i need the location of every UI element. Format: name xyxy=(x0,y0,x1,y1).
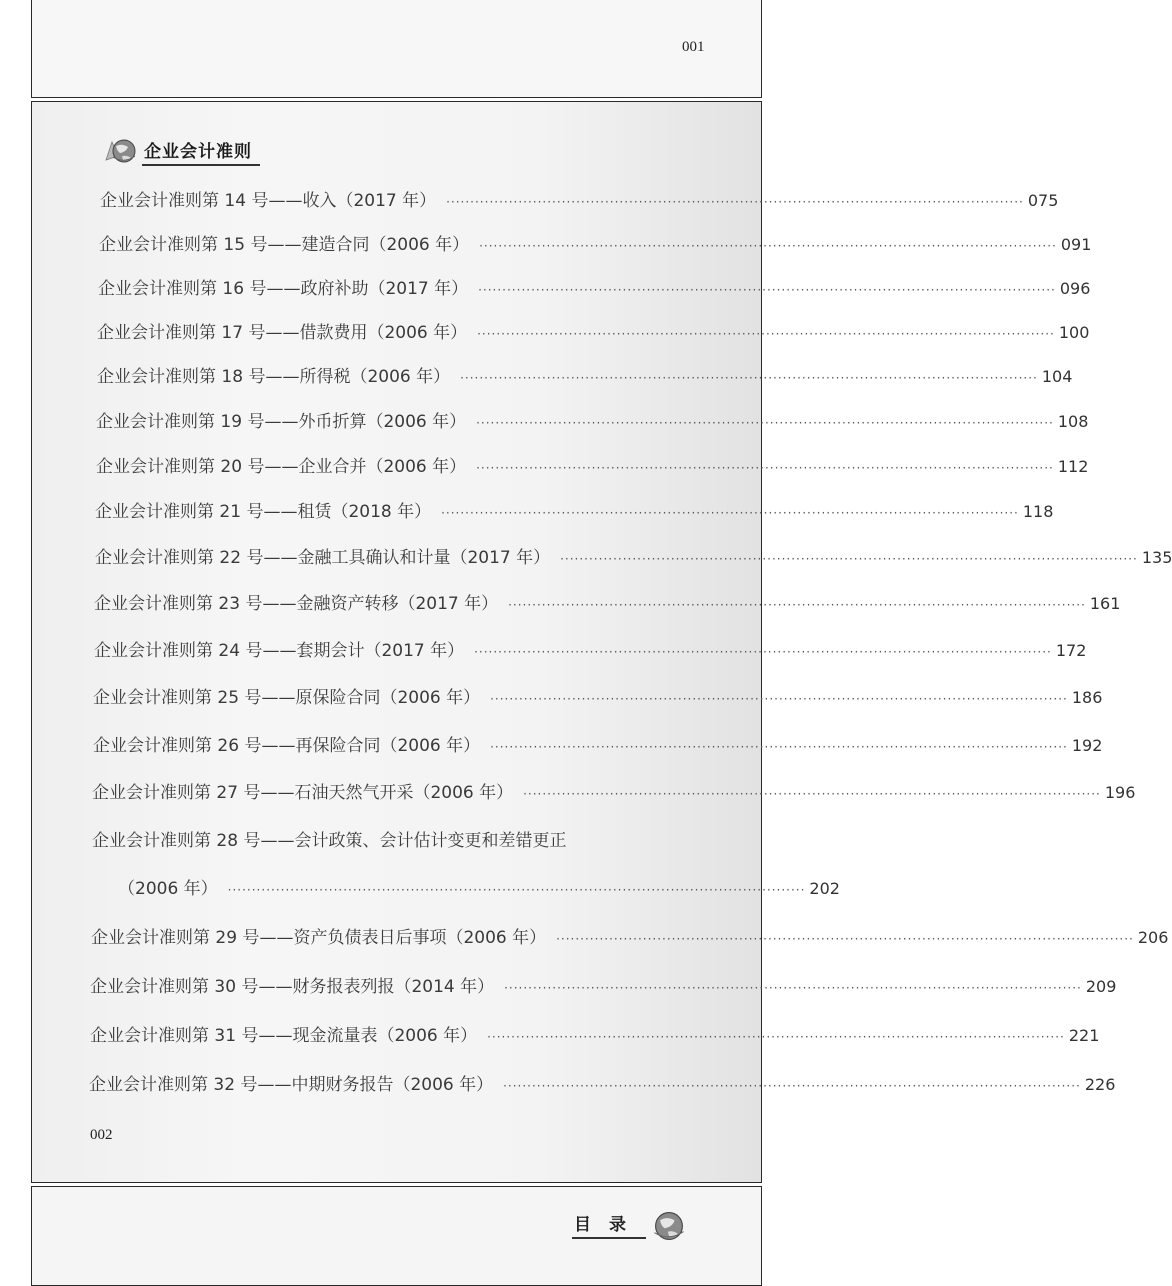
toc-entry-title: 企业会计准则第 21 号——租赁（2018 年） xyxy=(95,502,432,522)
toc-entry-page: 135 xyxy=(1141,548,1172,567)
toc-entry xyxy=(118,874,840,899)
toc-entry-page: 104 xyxy=(1041,367,1073,386)
toc-entry-page: 209 xyxy=(1085,977,1117,996)
toc-leader-dots: ························································································································ xyxy=(487,1030,1065,1044)
toc-leader-dots: ························································································································ xyxy=(560,552,1138,566)
toc-entry xyxy=(100,186,1059,211)
toc-leader-dots: ························································································································ xyxy=(460,371,1038,385)
mulu-header xyxy=(572,1209,684,1239)
toc-entry xyxy=(94,636,1087,661)
toc-leader-dots: ························································································································ xyxy=(476,416,1054,430)
toc-entry-page: 172 xyxy=(1055,641,1087,660)
toc-entry xyxy=(95,543,1172,568)
toc-entry-title: 企业会计准则第 25 号——原保险合同（2006 年） xyxy=(93,688,481,708)
toc-entry-title: 企业会计准则第 29 号——资产负债表日后事项（2006 年） xyxy=(91,928,547,948)
toc-entry-title: （2006 年） xyxy=(118,879,218,899)
toc-entry xyxy=(90,972,1117,997)
toc-entry xyxy=(96,407,1089,432)
toc-entry-title: 企业会计准则第 19 号——外币折算（2006 年） xyxy=(96,412,467,432)
section-title: 企业会计准则 xyxy=(142,137,260,166)
toc-entry-page: 118 xyxy=(1022,502,1054,521)
toc-leader-dots: ························································································································ xyxy=(479,239,1057,253)
toc-entry-page: 221 xyxy=(1068,1026,1100,1045)
toc-entry-title: 企业会计准则第 31 号——现金流量表（2006 年） xyxy=(90,1026,478,1046)
toc-entry xyxy=(99,230,1092,255)
toc-entry xyxy=(91,923,1169,948)
toc-leader-dots: ························································································································ xyxy=(508,598,1086,612)
globe-icon xyxy=(650,1209,684,1239)
toc-entry xyxy=(89,1070,1116,1095)
toc-entry-title: 企业会计准则第 22 号——金融工具确认和计量（2017 年） xyxy=(95,548,551,568)
toc-entry-title: 企业会计准则第 18 号——所得税（2006 年） xyxy=(97,367,451,387)
toc-entry-page: 202 xyxy=(809,879,840,898)
toc-entry-page: 100 xyxy=(1058,323,1090,342)
toc-entry xyxy=(95,497,1054,522)
toc-entry-page: 096 xyxy=(1059,279,1091,298)
toc-entry xyxy=(96,452,1089,477)
toc-entry-page: 091 xyxy=(1060,235,1092,254)
toc-leader-dots: ························································································································ xyxy=(446,195,1024,209)
toc-entry xyxy=(97,318,1090,343)
page-number-mid: 002 xyxy=(90,1127,113,1143)
toc-entry-title: 企业会计准则第 30 号——财务报表列报（2014 年） xyxy=(90,977,495,997)
toc-entry xyxy=(93,731,1103,756)
toc-entry xyxy=(92,826,566,851)
toc-leader-dots: ························································································································ xyxy=(474,645,1052,659)
toc-entry-title: 企业会计准则第 28 号——会计政策、会计估计变更和差错更正 xyxy=(92,831,567,851)
toc-entry-page: 112 xyxy=(1057,457,1089,476)
toc-entry-page: 226 xyxy=(1084,1075,1116,1094)
toc-entry-title: 企业会计准则第 20 号——企业合并（2006 年） xyxy=(96,457,467,477)
toc-leader-dots: ························································································································ xyxy=(523,787,1101,801)
page-top xyxy=(31,0,762,98)
toc-leader-dots: ························································································································ xyxy=(476,461,1054,475)
toc-entry xyxy=(94,589,1121,614)
toc-entry xyxy=(98,274,1091,299)
toc-leader-dots: ························································································································ xyxy=(556,932,1134,946)
toc-entry-title: 企业会计准则第 23 号——金融资产转移（2017 年） xyxy=(94,594,499,614)
page-toc xyxy=(31,101,1172,1183)
toc-entry-title: 企业会计准则第 14 号——收入（2017 年） xyxy=(100,191,437,211)
toc-list xyxy=(32,102,1172,1182)
mulu-title: 目录 xyxy=(572,1210,646,1239)
toc-entry-title: 企业会计准则第 24 号——套期会计（2017 年） xyxy=(94,641,465,661)
toc-entry xyxy=(97,362,1073,387)
toc-entry-page: 206 xyxy=(1137,928,1169,947)
toc-entry-page: 161 xyxy=(1089,594,1121,613)
toc-leader-dots: ························································································································ xyxy=(503,1079,1081,1093)
toc-leader-dots: ························································································································ xyxy=(504,981,1082,995)
toc-leader-dots: ························································································································ xyxy=(490,740,1068,754)
toc-entry-page: 192 xyxy=(1071,736,1103,755)
toc-entry-page: 108 xyxy=(1057,412,1089,431)
toc-leader-dots: ························································································································ xyxy=(478,283,1056,297)
page-bottom xyxy=(31,1186,762,1286)
toc-entry-page: 186 xyxy=(1071,688,1103,707)
toc-entry-title: 企业会计准则第 17 号——借款费用（2006 年） xyxy=(97,323,468,343)
toc-entry-title: 企业会计准则第 16 号——政府补助（2017 年） xyxy=(98,279,469,299)
toc-entry-title: 企业会计准则第 15 号——建造合同（2006 年） xyxy=(99,235,470,255)
page-number-top: 001 xyxy=(682,39,705,55)
toc-entry xyxy=(92,778,1136,803)
toc-entry-page: 196 xyxy=(1104,783,1136,802)
toc-leader-dots: ························································································································ xyxy=(227,883,806,897)
toc-entry-title: 企业会计准则第 27 号——石油天然气开采（2006 年） xyxy=(92,783,514,803)
toc-leader-dots: ························································································································ xyxy=(477,327,1055,341)
toc-entry-page: 075 xyxy=(1027,191,1059,210)
toc-leader-dots: ························································································································ xyxy=(490,692,1068,706)
toc-entry xyxy=(93,683,1103,708)
toc-entry-title: 企业会计准则第 32 号——中期财务报告（2006 年） xyxy=(89,1075,494,1095)
toc-entry-title: 企业会计准则第 26 号——再保险合同（2006 年） xyxy=(93,736,481,756)
toc-entry xyxy=(90,1021,1100,1046)
toc-leader-dots: ························································································································ xyxy=(441,506,1019,520)
